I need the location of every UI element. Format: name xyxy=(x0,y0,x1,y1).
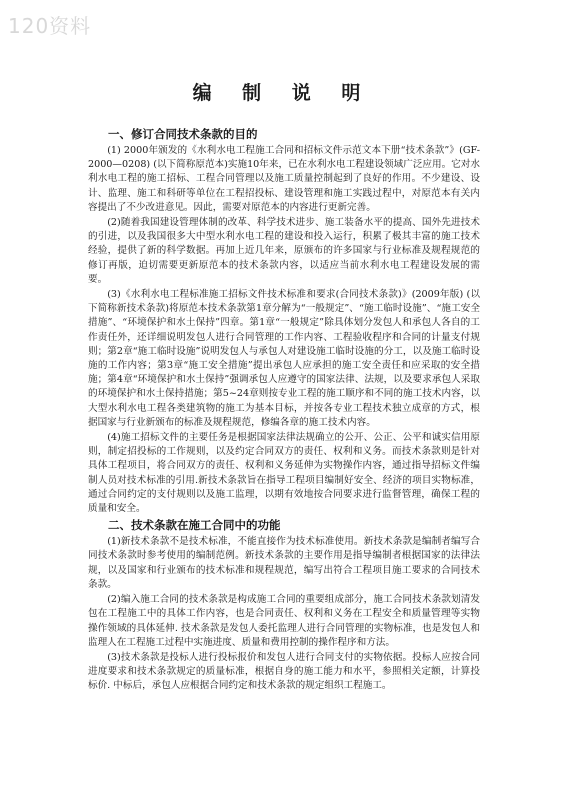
section-heading-function: 二、技术条款在施工合同中的功能 xyxy=(108,518,281,533)
paragraph: (2)编入施工合同的技术条款是构成施工合同的重要组成部分，施工合同技术条款划清发包在工程施工中的具体工作内容，也是合同责任、权利和义务在工程安全和质量管理等实物操作领域的具体延伸. 技术条款是发包人委托监理人进行合同管理的实物标准，也是发包人和监理人在工程施工过程中实施进度、质量和费用控制的操作程序和方法。 xyxy=(88,594,480,648)
paragraph: (4)施工招标文件的主要任务是根据国家法律法规确立的公开、公正、公平和诚实信用原则，制定招投标的工作规则，以及约定合同双方的责任、权利和义务。而技术条款则是针对具体工程项目，将合同双方的责任、权利和义务延伸为实物操作内容，通过指导招标文件编制人员对技术标准的引用.新技术条款旨在指导工程项目编制好安全、经济的项目实物标准，通过合同约定的支付规则以及施工监理，以期有效地按合同要求进行监督管理，确保工程的质量和安全。 xyxy=(88,432,480,515)
paragraph: (3)技术条款是投标人进行投标报价和发包人进行合同支付的实物依据。投标人应按合同进度要求和技术条款规定的质量标准，根据自身的施工能力和水平，参照相关定额，计算投标价. 中标后，承包人应根据合同约定和技术条款的规定组织工程施工。 xyxy=(88,651,480,692)
watermark-logo: 120资料 xyxy=(8,14,92,38)
section-heading-purpose: 一、修订合同技术条款的目的 xyxy=(108,127,258,141)
document-body xyxy=(88,126,480,695)
paragraph: (2)随着我国建设管理体制的改革、科学技术进步、施工装备水平的提高、国外先进技术的引进，以及我国很多大中型水利水电工程的建设和投入运行，积累了极其丰富的施工技术经验，提供了新的科学数据。再加上近几年来，原颁布的许多国家与行业标准及规程规范的修订再版，迫切需要更新原范本的技术条款内容，以适应当前水利水电工程建设发展的需要。 xyxy=(88,217,480,285)
paragraph: (1)新技术条款不是技术标准，不能直接作为技术标准使用。新技术条款是编制者编写合同技术条款时参考使用的编制范例。新技术条款的主要作用是指导编制者根据国家的法律法规，以及国家和行业颁布的技术标准和规程规范，编写出符合工程项目施工要求的合同技术条款。 xyxy=(88,536,480,590)
paragraph: (1) 2000年颁发的《水利水电工程施工合同和招标文件示范文本下册“技术条款”》(GF-2000—0208) (以下简称原范本)实施10年来，已在水利水电工程建设领域广泛应用。它对水利水电工程的施工招标、工程合同管理以及施工质量控制起到了良好的作用。不少建设、设计、监理、施工和科研等单位在工程招投标、建设管理和施工实践过程中，对原范本有关内容提出了不少改进意见。因此，需要对原范本的内容进行更新完善。 xyxy=(88,145,480,213)
document-title: 编 制 说 明 xyxy=(192,82,373,104)
paragraph: (3)《水利水电工程标准施工招标文件技术标准和要求(合同技术条款)》(2009年版) (以下简称新技术条款)将原范本技术条款第1章分解为“一般规定”、“施工临时设施”、“施工安全措施”、“环境保护和水土保持”四章。第1章“一般规定”除具体划分发包人和承包人各自的工作责任外，还详细说明发包人进行合同管理的工作内容、工程验收程序和合同的计量支付规则；第2章“施工临时设施”说明发包人与承包人对建设施工临时设施的分工，以及施工临时设施的工作内容；第3章“施工安全措施”提出承包人应承担的施工安全责任和应采取的安全措施；第4章“环境保护和水土保持”强调承包人应遵守的国家法律、法规，以及要求承包人采取的环境保护和水土保持措施；第5~24章则按专业工程的施工顺序和不同的施工技术内容，以大型水利水电工程各类建筑物的施工为基本目标，并按各专业工程技术独立成章的方式，根据国家与行业新颁布的标准及规程规范，修编各章的施工技术内容。 xyxy=(88,289,480,428)
